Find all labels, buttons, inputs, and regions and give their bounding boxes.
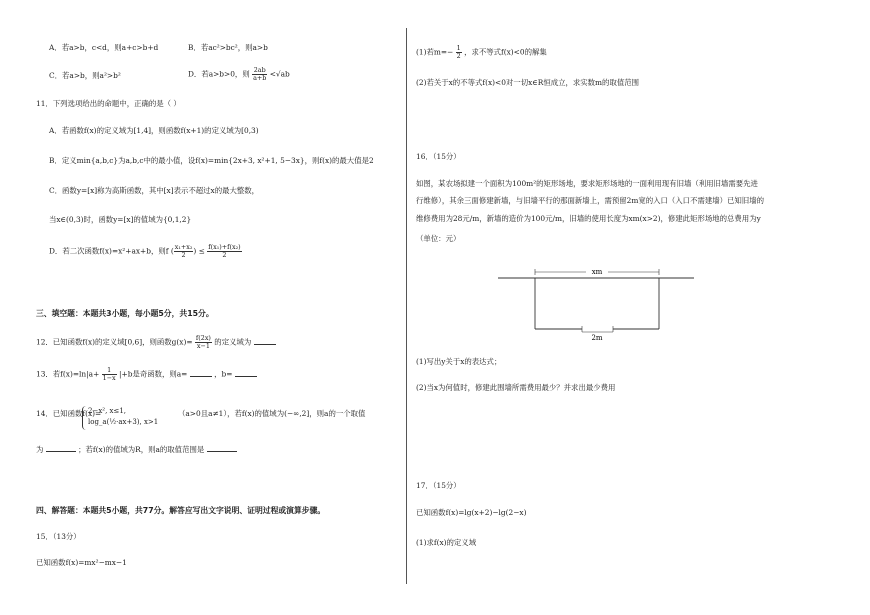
q15-1-denominator: 2 xyxy=(456,52,461,60)
q16-part-1: (1)写出y关于x的表达式； xyxy=(416,357,502,366)
q11-d-fraction-1 xyxy=(174,244,194,259)
q10-d-suffix: <√ab xyxy=(269,69,290,79)
q13-prefix: 13．若f(x)=ln|a+ xyxy=(36,369,100,379)
q13-b-label: ，b= xyxy=(214,369,233,379)
q12-suffix: 的定义域为 xyxy=(214,337,252,347)
q12 xyxy=(36,335,276,350)
q10-option-a: A．若a>b，c<d，则a+c>b+d xyxy=(49,43,159,52)
q11-option-b: B．定义min{a,b,c}为a,b,c中的最小值，设f(x)=min{2x+3, x²+1, 5−3x}，则f(x)的最大值是2 xyxy=(49,156,374,165)
q17-heading: 17．（15分） xyxy=(416,481,461,490)
q11-d-frac2-den: 2 xyxy=(222,251,227,259)
q10-option-b: B．若ac²>bc²，则a>b xyxy=(188,43,268,52)
q15-1-prefix: (1)若m=− xyxy=(416,47,454,57)
q14-piece-1: 2−x², x≤1, xyxy=(88,407,127,415)
q14-line2-prefix: 为 xyxy=(36,445,44,454)
q12-fraction xyxy=(195,335,212,350)
q16-stem-line-2: 行维修），其余三面修建新墙，与旧墙平行的那面新墙上，需预留2m宽的入口（入口不需建墙）已知旧墙的 xyxy=(416,196,764,205)
q11-option-d: D．若二次函数f(x)=x²+ax+b，则f ( $\frac{\text{x₁+x₂}}{2}$ ) ≤ $\frac{\text{f(x₁)+f(x₂)}}{2}$ xyxy=(49,243,241,259)
q15-part-1 xyxy=(416,45,547,60)
q12-answer-blank[interactable] xyxy=(254,337,276,345)
q15-1-numerator: 1 xyxy=(456,44,461,52)
q13-numerator: 1 xyxy=(102,367,117,375)
q14-line-2 xyxy=(36,444,237,455)
q10-option-c: C．若a>b，则a²>b² xyxy=(49,71,121,80)
field-diagram xyxy=(498,262,698,344)
q13-a-blank[interactable] xyxy=(190,369,212,377)
q14-brace xyxy=(82,406,87,430)
q15-stem: 已知函数f(x)=mx²−mx−1 xyxy=(36,558,127,567)
section-4-heading: 四、解答题：本题共5小题，共77分。解答应写出文字说明、证明过程或演算步骤。 xyxy=(36,506,326,515)
top-dimension-label: xm xyxy=(591,268,603,276)
q11-d-fraction-2 xyxy=(207,244,241,259)
q12-numerator: f(2x) xyxy=(195,334,211,342)
q10-d-denominator: a+b xyxy=(253,74,267,82)
column-divider xyxy=(406,28,407,584)
q13-b-blank[interactable] xyxy=(235,369,257,377)
q10-d-prefix: D．若a>b>0，则 xyxy=(188,69,250,79)
q11-d-frac1-num: x₁+x₂ xyxy=(174,243,193,251)
q13-denominator: 1−x xyxy=(102,374,116,382)
q14-second-blank[interactable] xyxy=(207,444,237,452)
q13-suffix: |+b是奇函数，则a= xyxy=(119,369,188,379)
q15-1-suffix: ，求不等式f(x)<0的解集 xyxy=(464,47,547,57)
q13-fraction xyxy=(102,367,117,382)
q16-part-2: (2)当x为何值时，修建此围墙所需费用最少？并求出最少费用 xyxy=(416,383,616,392)
q12-denominator: x−1 xyxy=(196,342,210,350)
q10-d-numerator: 2ab xyxy=(253,66,266,74)
q11-stem: 11．下列选项给出的命题中，正确的是（ ） xyxy=(36,99,181,108)
q11-option-c-cont: 当x∈(0,3)时，函数y=[x]的值域为{0,1,2} xyxy=(49,215,192,224)
q17-part-1: (1)求f(x)的定义域 xyxy=(416,538,477,547)
q16-heading: 16．（15分） xyxy=(416,152,461,161)
q16-stem-line-3: 维修费用为28元/m，新墙的造价为100元/m，旧墙的使用长度为xm(x>2)，修建此矩形场地的总费用为y xyxy=(416,214,761,223)
q17-stem: 已知函数f(x)=lg(x+2)−lg(2−x) xyxy=(416,508,527,517)
q14-prefix: 14．已知函数f(x)= xyxy=(36,409,102,418)
q12-prefix: 12．已知函数f(x)的定义域[0,6]，则函数g(x)= xyxy=(36,337,193,347)
q11-d-frac2-num: f(x₁)+f(x₂) xyxy=(208,243,241,251)
q15-part-2: (2)若关于x的不等式f(x)<0对一切x∈R恒成立，求实数m的取值范围 xyxy=(416,78,640,87)
q11-d-frac1-den: 2 xyxy=(181,251,186,259)
q16-stem-line-4: （单位：元） xyxy=(416,234,461,243)
q14-line2-mid: ；若f(x)的值域为R，则a的取值范围是 xyxy=(78,445,205,454)
q10-option-d xyxy=(188,67,290,82)
q11-option-c: C．函数y=[x]称为高斯函数，其中[x]表示不超过x的最大整数， xyxy=(49,186,260,195)
q11-option-a: A．若函数f(x)的定义域为[1,4]，则函数f(x+1)的定义域为[0,3) xyxy=(49,126,259,135)
q14-condition: （a>0且a≠1），若f(x)的值域为(−∞,2]，则a的一个取值 xyxy=(178,409,366,418)
q13 xyxy=(36,367,257,382)
entrance-dimension-label: 2m xyxy=(591,334,603,342)
section-3-heading: 三、填空题：本题共3小题，每小题5分，共15分。 xyxy=(36,309,214,318)
q16-stem-line-1: 如图，某农场拟建一个面积为100m²的矩形场地，要求矩形场地的一面利用现有旧墙（利用旧墙需要先进 xyxy=(416,179,758,188)
q11-d-prefix: D．若二次函数f(x)=x²+ax+b，则f xyxy=(49,246,169,256)
q10-d-fraction xyxy=(252,67,267,82)
q14-first-blank[interactable] xyxy=(46,444,76,452)
q15-1-fraction xyxy=(456,45,462,60)
q14-piece-2: log_a(½·ax+3), x>1 xyxy=(88,418,159,426)
q11-d-relation: ≤ xyxy=(198,246,205,256)
q15-heading: 15．（13分） xyxy=(36,532,81,541)
